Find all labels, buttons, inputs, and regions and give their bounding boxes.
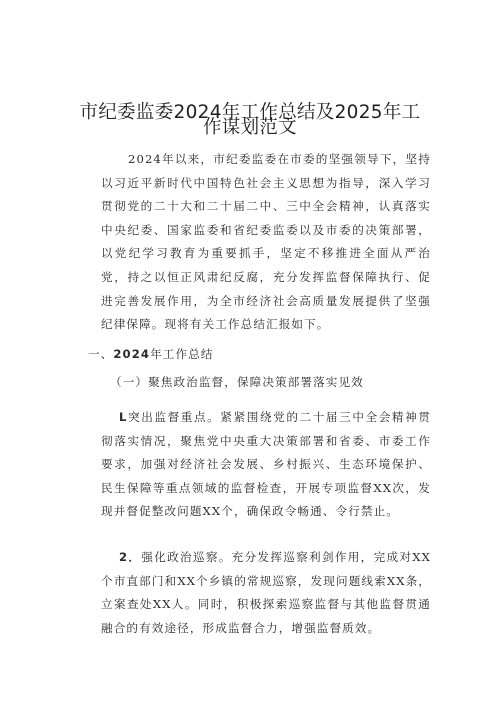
section-heading-text: 年工作总结 [150,347,214,361]
section-heading-1 [88,343,418,367]
paragraph-1 [101,406,431,524]
section-heading-prefix: 一、 [88,347,114,361]
paragraph-2-text: 强化政治巡察。充分发挥巡察利剑作用，完成对XX个市直部门和XX个乡镇的常规巡察，发现问题线索XX条，立案查处XX人。同时，积极探索巡察监督与其他监督贯通融合的有效途径，形成监督合力，增强监督质效。 [101,550,431,635]
paragraph-2-number: 2． [119,550,142,564]
paragraph-2 [101,546,431,640]
intro-text: 2024年以来，市纪委监委在市委的坚强领导下，坚持以习近平新时代中国特色社会主义思想为指导，深入学习贯彻党的二十大和二十届二中、三中全会精神，认真落实中央纪委、国家监委和省纪委监委以及市委的决策部署，以党纪学习教育为重要抓手，坚定不移推进全面从严治党，持之以恒正风肃纪反腐，充分发挥监督保障执行、促进完善发展作用，为全市经济社会高质量发展提供了坚强纪律保障。现将有关工作总结汇报如下。 [101,152,431,332]
intro-paragraph [101,148,431,337]
paragraph-1-number: L [119,410,128,424]
paragraph-1-text: 突出监督重点。紧紧围绕党的二十届三中全会精神贯彻落实情况，聚焦党中央重大决策部署和省委、市委工作要求，加强对经济社会发展、乡村振兴、生态环境保护、民生保障等重点领域的监督检查，开展专项监督XX次，发现并督促整改问题XX个，确保政令畅通、令行禁止。 [101,410,431,519]
document-title-line-1: 市纪委监委2024年工作总结及2025年工 [79,102,421,123]
subsection-heading-1: （一）聚焦政治监督，保障决策部署落实见效 [110,375,364,389]
section-heading-year: 2024 [113,347,151,361]
document-title-line-2: 作谋划范文 [202,117,297,138]
